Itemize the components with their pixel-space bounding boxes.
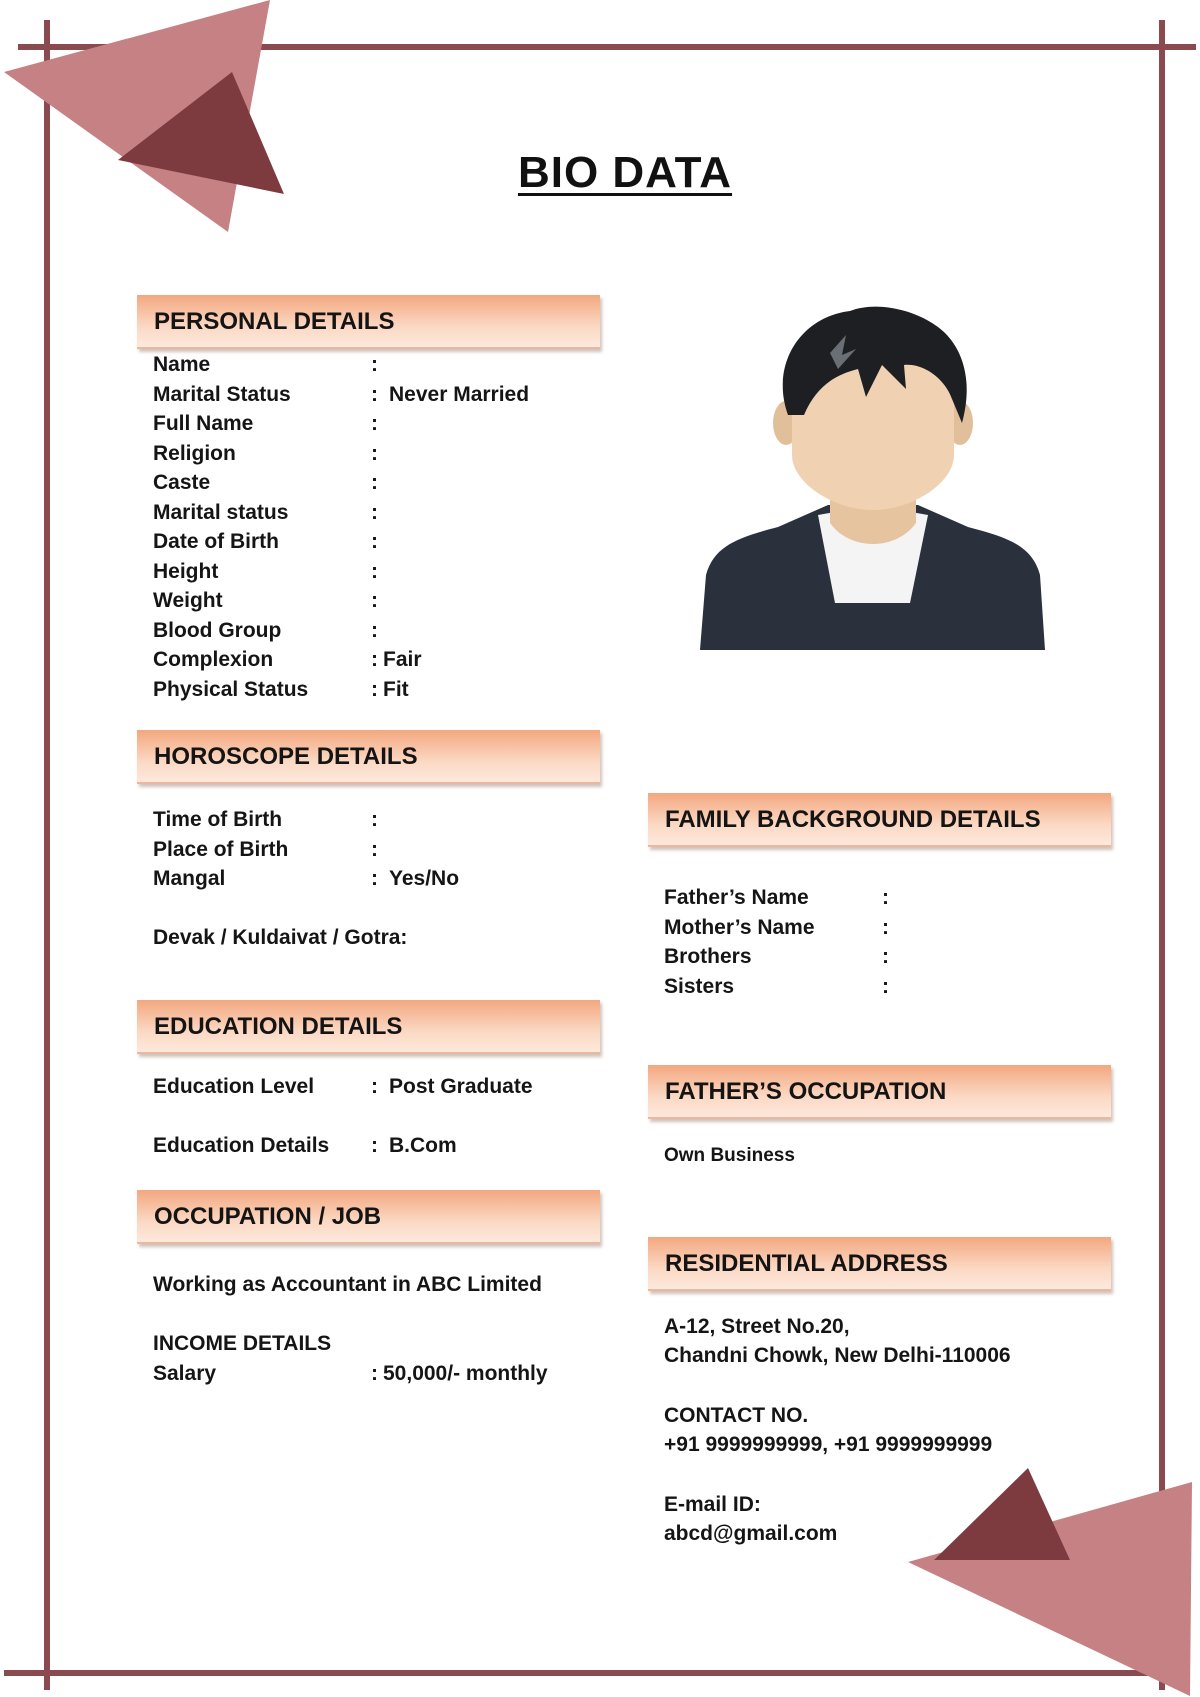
personal-row-physical-status: [153, 678, 603, 708]
field-colon: :: [371, 441, 378, 465]
field-colon: :: [882, 915, 889, 939]
gotra-label: Devak / Kuldaivat / Gotra:: [153, 926, 408, 949]
field-colon: :: [371, 589, 378, 612]
field-label: Mother’s Name: [664, 915, 815, 939]
horoscope-row-place-of-birth: [153, 838, 603, 868]
field-value: B.Com: [389, 1133, 457, 1157]
field-colon: :: [371, 471, 378, 494]
field-label: Blood Group: [153, 618, 282, 642]
education-row-level: [153, 1075, 603, 1105]
section-header-fathers-occupation: [648, 1065, 1111, 1119]
address-line-1: A-12, Street No.20,: [664, 1315, 850, 1338]
field-colon: :: [371, 648, 378, 671]
section-header-address: [648, 1237, 1111, 1291]
top-left-triangle-decoration: [0, 0, 300, 240]
field-label: Brothers: [664, 945, 752, 968]
section-header-occupation: [137, 1190, 600, 1244]
personal-row-blood-group: [153, 619, 603, 649]
frame-left-line: [44, 20, 50, 1690]
field-colon: :: [371, 808, 378, 831]
field-colon: :: [371, 382, 378, 406]
contact-number: +91 9999999999, +91 9999999999: [664, 1433, 993, 1456]
section-title-address: RESIDENTIAL ADDRESS: [665, 1250, 948, 1277]
field-label: Marital Status: [153, 382, 291, 406]
occupation-description: Working as Accountant in ABC Limited: [153, 1273, 542, 1296]
field-colon: :: [371, 1133, 378, 1157]
family-details-list: [664, 886, 1114, 1004]
income-details-heading: INCOME DETAILS: [153, 1332, 332, 1355]
field-colon: :: [371, 412, 378, 435]
field-label: Father’s Name: [664, 886, 809, 909]
section-title-education: EDUCATION DETAILS: [154, 1013, 403, 1040]
field-value: Never Married: [389, 382, 530, 406]
horoscope-row-time-of-birth: [153, 808, 603, 838]
income-row-salary: [153, 1362, 603, 1392]
section-title-personal: PERSONAL DETAILS: [154, 308, 395, 335]
email-address: abcd@gmail.com: [664, 1522, 838, 1545]
field-label: Weight: [153, 589, 223, 612]
personal-row-marital-status-2: [153, 501, 603, 531]
field-label: Full Name: [153, 412, 254, 435]
personal-row-caste: [153, 471, 603, 501]
field-label: Caste: [153, 471, 211, 494]
field-colon: :: [371, 530, 378, 553]
field-colon: :: [371, 353, 378, 376]
personal-row-height: [153, 560, 603, 590]
page-title: [0, 148, 1200, 198]
field-value: Yes/No: [389, 867, 460, 890]
field-label: Sisters: [664, 974, 735, 998]
personal-details-list: [153, 353, 603, 707]
email-heading: E-mail ID:: [664, 1493, 761, 1516]
field-value: 50,000/- monthly: [383, 1362, 548, 1385]
field-colon: :: [371, 837, 378, 861]
field-colon: :: [371, 867, 378, 890]
field-label: Education Details: [153, 1133, 330, 1157]
section-header-personal: [137, 295, 600, 349]
bottom-right-triangle-decoration: [900, 1460, 1200, 1697]
personal-row-date-of-birth: [153, 530, 603, 560]
field-label: Time of Birth: [153, 808, 283, 831]
income-details-list: [153, 1362, 603, 1392]
field-colon: :: [882, 974, 889, 998]
section-title-family: FAMILY BACKGROUND DETAILS: [665, 806, 1041, 833]
person-avatar-icon: [700, 305, 1045, 650]
horoscope-row-mangal: [153, 867, 603, 897]
field-colon: :: [371, 1362, 378, 1385]
personal-row-religion: [153, 442, 603, 472]
education-details-list: [153, 1075, 603, 1163]
field-value: Post Graduate: [389, 1075, 533, 1098]
frame-right-line: [1159, 20, 1165, 1690]
section-title-fathers-occupation: FATHER’S OCCUPATION: [665, 1078, 947, 1105]
field-label: Salary: [153, 1362, 217, 1385]
field-colon: :: [371, 677, 378, 701]
field-colon: :: [371, 559, 378, 583]
field-colon: :: [371, 500, 378, 524]
page-title-text: BIO DATA: [517, 148, 733, 197]
field-colon: :: [371, 1075, 378, 1098]
personal-row-full-name: [153, 412, 603, 442]
field-label: Date of Birth: [153, 530, 279, 553]
section-header-education: [137, 1000, 600, 1054]
field-label: Complexion: [153, 648, 274, 671]
field-label: Religion: [153, 441, 236, 465]
address-line-2: Chandni Chowk, New Delhi-110006: [664, 1344, 1011, 1367]
field-colon: :: [882, 886, 889, 909]
field-label: Mangal: [153, 867, 226, 890]
field-label: Physical Status: [153, 677, 309, 701]
family-row-fathers-name: [664, 886, 1114, 916]
section-title-horoscope: HOROSCOPE DETAILS: [154, 743, 418, 770]
education-row-details: [153, 1134, 603, 1164]
family-row-mothers-name: [664, 916, 1114, 946]
section-header-horoscope: [137, 730, 600, 784]
contact-heading: CONTACT NO.: [664, 1404, 809, 1427]
family-row-brothers: [664, 945, 1114, 975]
field-label: Name: [153, 353, 211, 376]
family-row-sisters: [664, 975, 1114, 1005]
field-colon: :: [371, 618, 378, 642]
field-label: Education Level: [153, 1075, 315, 1098]
field-value: Fair: [383, 648, 422, 671]
personal-row-marital-status: [153, 383, 603, 413]
horoscope-details-list: [153, 808, 603, 897]
field-value: Fit: [383, 677, 409, 701]
fathers-occupation-value: Own Business: [664, 1145, 795, 1166]
field-label: Place of Birth: [153, 837, 289, 861]
field-label: Height: [153, 559, 219, 583]
section-title-occupation: OCCUPATION / JOB: [154, 1203, 382, 1230]
section-header-family: [648, 793, 1111, 847]
field-label: Marital status: [153, 500, 289, 524]
personal-row-complexion: [153, 648, 603, 678]
personal-row-weight: [153, 589, 603, 619]
personal-row-name: [153, 353, 603, 383]
field-colon: :: [882, 945, 889, 968]
